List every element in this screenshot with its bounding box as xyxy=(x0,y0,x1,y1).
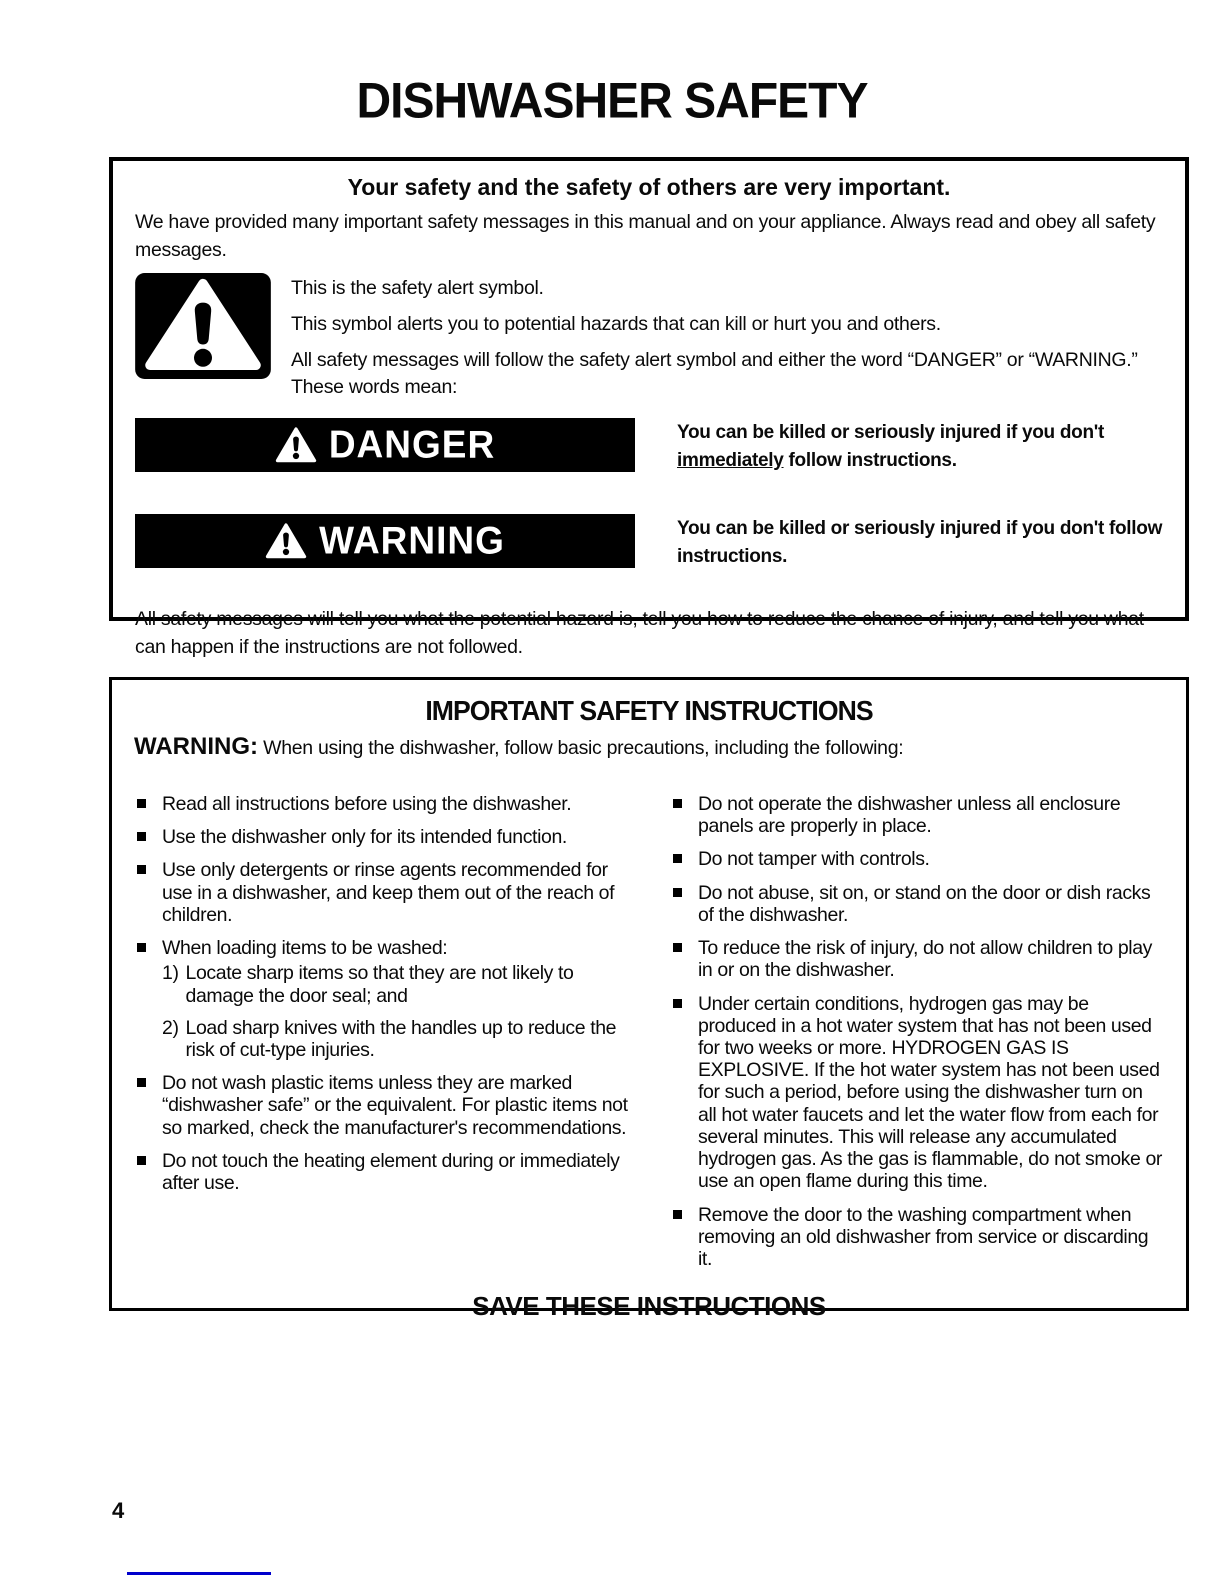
footer-rule xyxy=(127,1572,271,1575)
warning-triangle-icon xyxy=(275,426,317,464)
safety-box-heading: Your safety and the safety of others are very important. xyxy=(347,174,951,200)
warning-word: WARNING: xyxy=(134,733,258,760)
alert-line: This symbol alerts you to potential hazards that can kill or hurt you and others. xyxy=(291,313,941,336)
bullet-square-icon xyxy=(137,943,146,952)
alert-line: This is the safety alert symbol. xyxy=(291,277,544,300)
instructions-columns xyxy=(134,793,1164,1281)
sub-item: 1) Locate sharp items so that they are not likely to damage the door seal; and xyxy=(162,962,574,1007)
warning-triangle-icon xyxy=(265,522,307,560)
safety-intro-text: We have provided many important safety messages in this manual and on your appliance. Always read and obey all safety messages. xyxy=(135,211,1156,261)
danger-row xyxy=(135,418,1163,493)
warning-banner xyxy=(135,514,635,568)
list-item: Do not operate the dishwasher unless all enclosure panels are properly in place. xyxy=(670,793,1164,837)
list-item: Do not tamper with controls. xyxy=(670,848,1164,870)
bullet-square-icon xyxy=(673,888,682,897)
bullet-square-icon xyxy=(673,854,682,863)
instructions-box xyxy=(109,677,1189,1322)
list-item: Read all instructions before using the dishwasher. xyxy=(134,793,628,815)
alert-symbol-row xyxy=(135,273,1163,402)
warning-label: WARNING xyxy=(319,519,505,563)
instructions-left-column xyxy=(134,793,628,1281)
instructions-right-column xyxy=(670,793,1164,1281)
list-item: Remove the door to the washing compartment when removing an old dishwasher from service or discarding it. xyxy=(670,1204,1164,1271)
list-item: Under certain conditions, hydrogen gas may be produced in a hot water system that has not been used for two weeks or more. HYDROGEN GAS IS EXPLOSIVE. If the hot water system has not been used for such a period, before using the dishwasher turn on all hot water faucets and let the water flow from each for several minutes. This will release any accumulated hydrogen gas. As the gas is flammable, do not smoke or use an open flame during this time. xyxy=(670,993,1164,1193)
warning-row xyxy=(135,514,1163,589)
alert-line: All safety messages will follow the safety alert symbol and either the word “DANGER” or “WARNING.” These words mean: xyxy=(291,348,1138,399)
bullet-square-icon xyxy=(137,1078,146,1087)
list-item: Do not wash plastic items unless they are marked “dishwasher safe” or the equivalent. For plastic items not so marked, check the manufacturer's recommendations. xyxy=(134,1072,628,1139)
safety-alert-icon xyxy=(135,273,271,379)
list-item: Use only detergents or rinse agents recommended for use in a dishwasher, and keep them out of the reach of children. xyxy=(134,859,628,926)
bullet-square-icon xyxy=(137,799,146,808)
list-item: Use the dishwasher only for its intended function. xyxy=(134,826,628,848)
sub-item: 2) Load sharp knives with the handles up to reduce the risk of cut-type injuries. xyxy=(162,1016,617,1061)
page-title: DISHWASHER SAFETY xyxy=(356,73,868,130)
instructions-heading: IMPORTANT SAFETY INSTRUCTIONS xyxy=(425,695,873,726)
bullet-square-icon xyxy=(673,1210,682,1219)
bullet-square-icon xyxy=(137,1156,146,1165)
list-item: To reduce the risk of injury, do not allow children to play in or on the dishwasher. xyxy=(670,937,1164,981)
bullet-square-icon xyxy=(673,999,682,1008)
alert-symbol-text xyxy=(291,273,1163,402)
page-number: 4 xyxy=(112,1498,125,1523)
list-item: Do not touch the heating element during or immediately after use. xyxy=(134,1150,628,1194)
list-item: When loading items to be washed: 1) Locate sharp items so that they are not likely to damage the door seal; and 2) Load sharp knives with the handles up to reduce the risk of cut-type injuries. xyxy=(134,937,628,1061)
danger-banner xyxy=(135,418,635,472)
safety-overview-box xyxy=(109,157,1189,658)
list-item: Do not abuse, sit on, or stand on the door or dish racks of the dishwasher. xyxy=(670,882,1164,926)
bullet-square-icon xyxy=(673,799,682,808)
save-instructions-footer: SAVE THESE INSTRUCTIONS xyxy=(472,1291,826,1322)
bullet-square-icon xyxy=(137,865,146,874)
bullet-square-icon xyxy=(673,943,682,952)
danger-label: DANGER xyxy=(328,423,496,467)
danger-description: You can be killed or seriously injured if you don't immediately follow instructions. xyxy=(677,422,1104,471)
warning-description: You can be killed or seriously injured if you don't follow instructions. xyxy=(677,518,1163,567)
instructions-warning-line: WARNING: When using the dishwasher, follow basic precautions, including the following: xyxy=(134,733,904,760)
safety-outro-text: All safety messages will tell you what the potential hazard is, tell you how to reduce the chance of injury, and tell you what can happen if the instructions are not followed. xyxy=(135,608,1144,658)
bullet-square-icon xyxy=(137,832,146,841)
